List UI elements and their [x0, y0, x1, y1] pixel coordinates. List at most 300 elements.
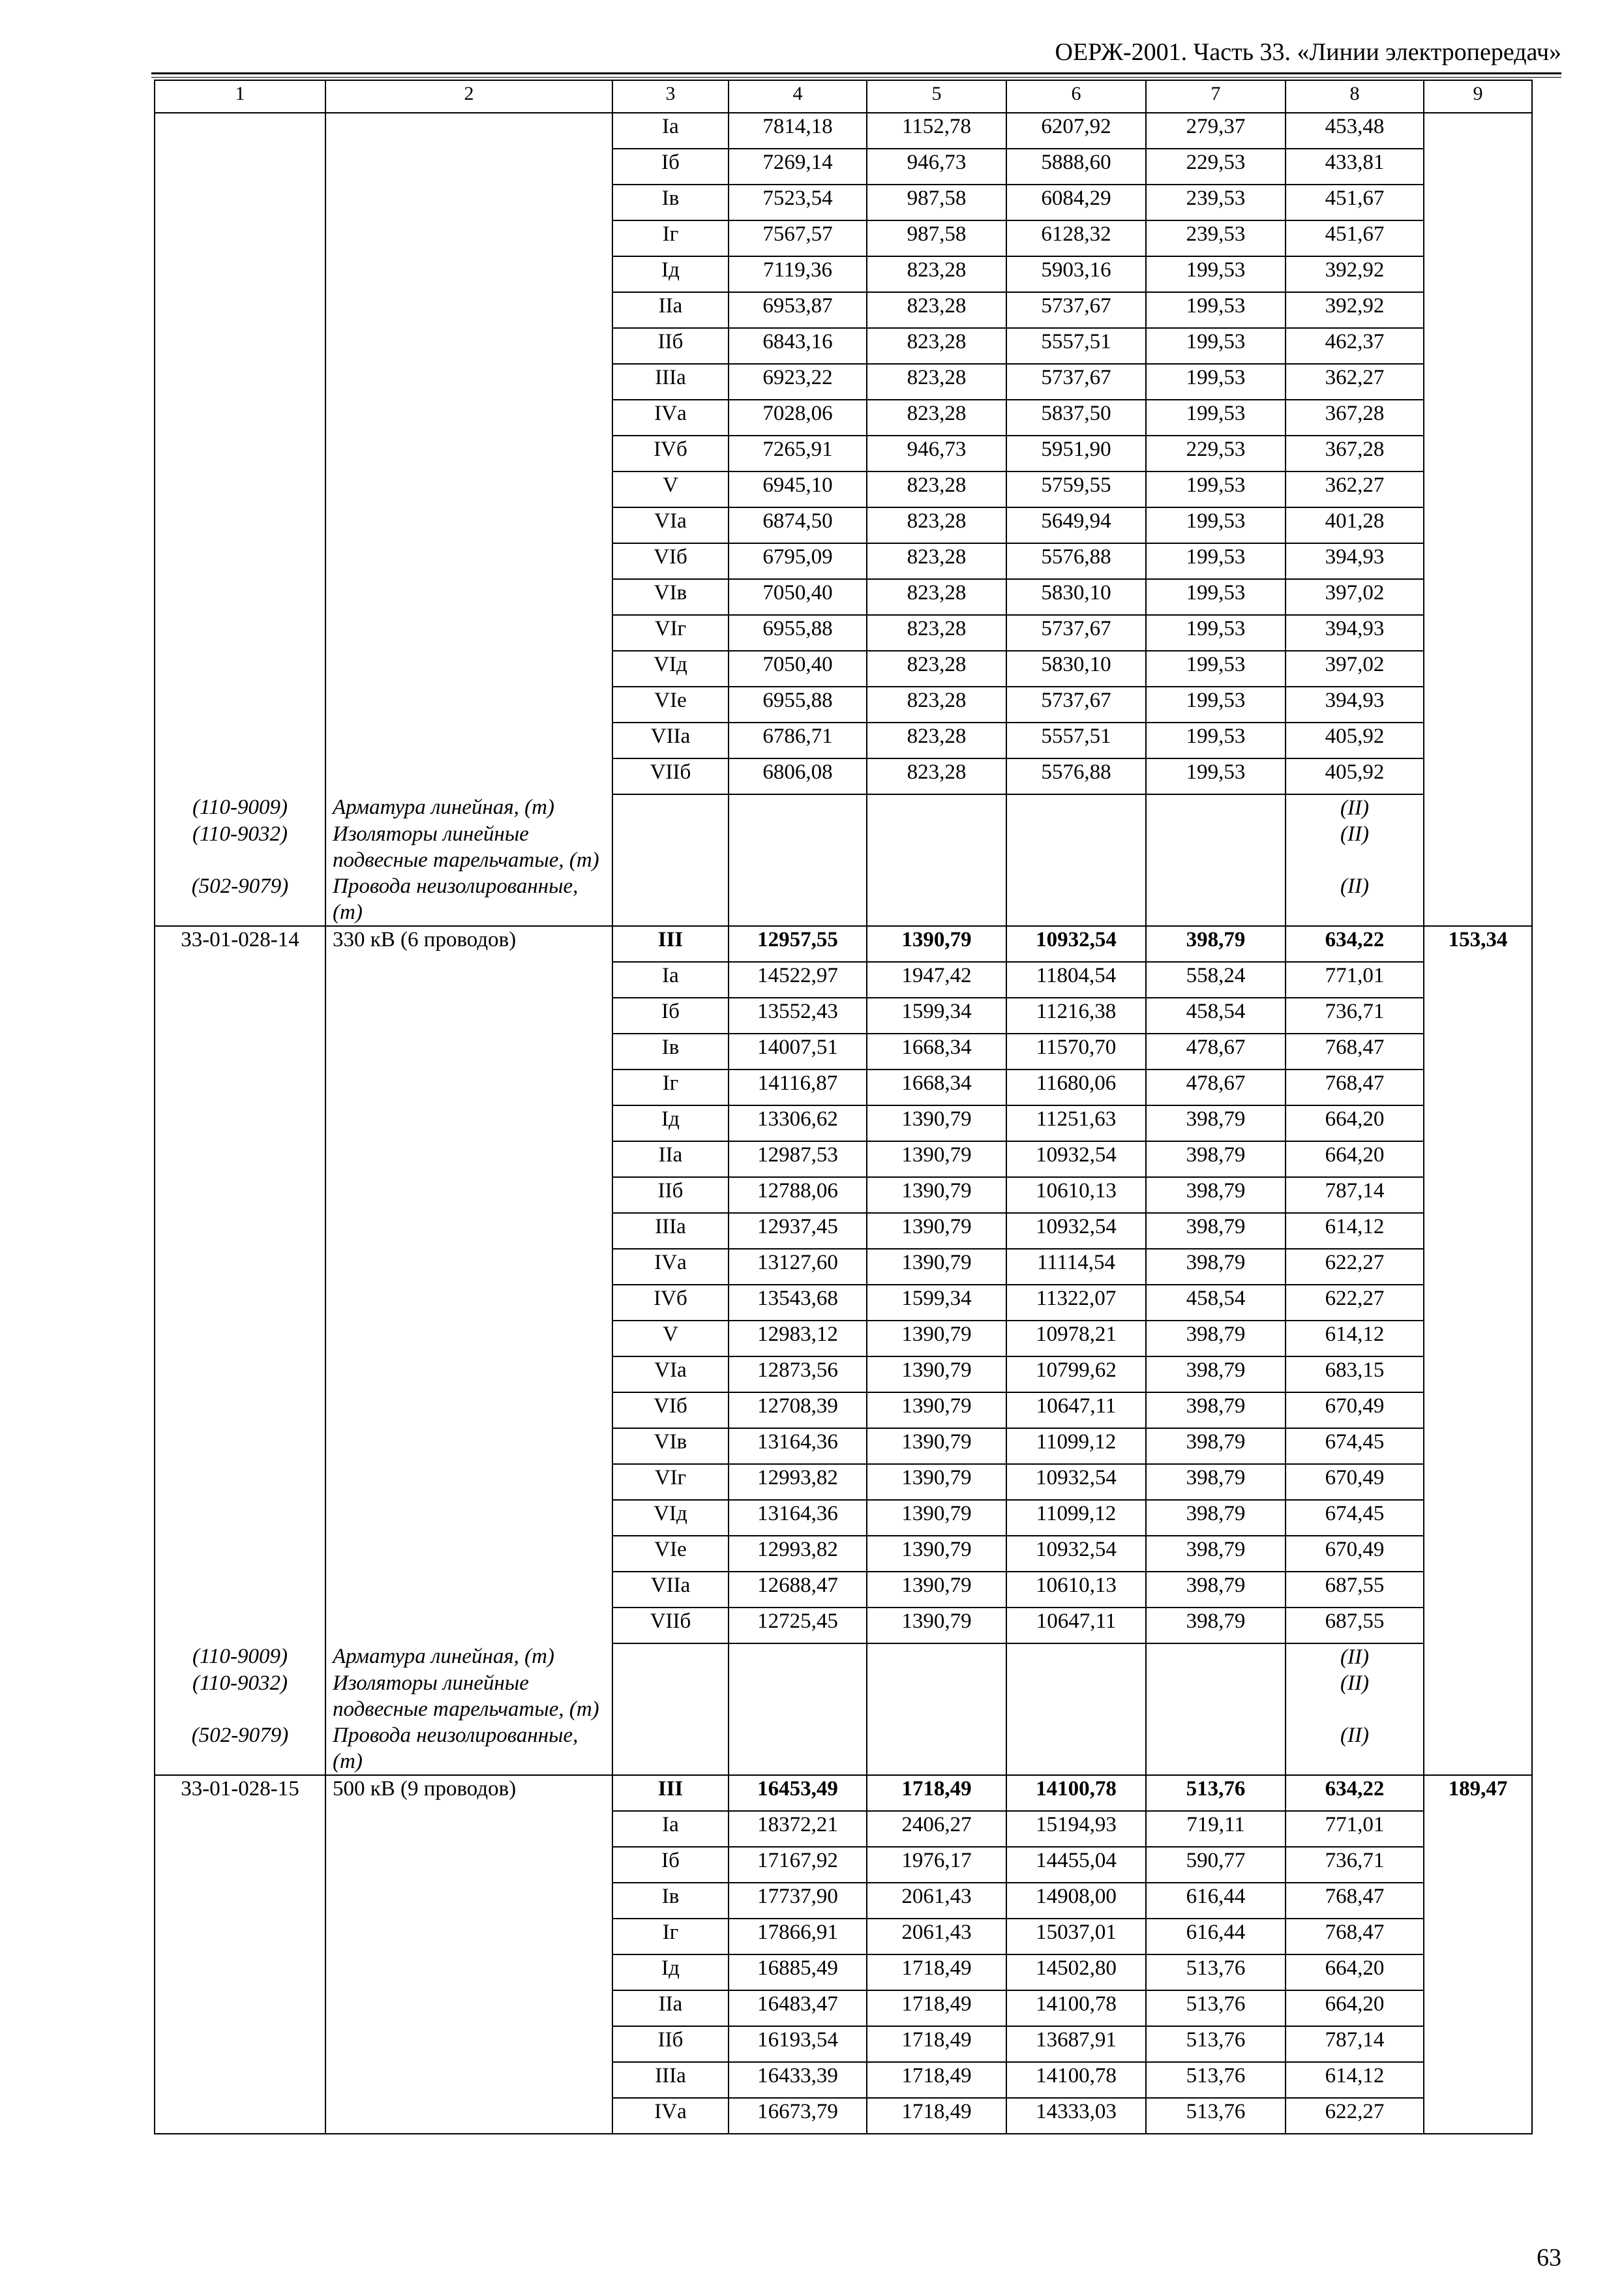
table-body — [155, 113, 1532, 2134]
value-cell: 1718,49 — [867, 1990, 1006, 2026]
value-cell: 687,55 — [1286, 1572, 1424, 1608]
value-cell: 16453,49 — [729, 1775, 867, 1811]
value-cell: 16433,39 — [729, 2062, 867, 2098]
value-cell: 7567,57 — [729, 220, 867, 256]
value-cell: 17167,92 — [729, 1847, 867, 1883]
value-cell: 398,79 — [1146, 1500, 1286, 1536]
value-cell: 1390,79 — [867, 1249, 1006, 1285]
value-cell: 6955,88 — [729, 615, 867, 651]
empty-cell — [1146, 794, 1286, 821]
empty-cell — [1006, 794, 1146, 821]
value-cell: 199,53 — [1146, 507, 1286, 543]
value-cell: 362,27 — [1286, 471, 1424, 507]
value-cell: 199,53 — [1146, 579, 1286, 615]
zone-cell: VIб — [612, 543, 729, 579]
value-cell: 398,79 — [1146, 1392, 1286, 1428]
value-cell: 6923,22 — [729, 364, 867, 400]
zone-cell: Iв — [612, 1883, 729, 1919]
value-cell: 687,55 — [1286, 1608, 1424, 1643]
zone-cell: VIв — [612, 1428, 729, 1464]
value-cell: 622,27 — [1286, 1285, 1424, 1321]
empty-cell — [612, 1722, 729, 1775]
empty-cell — [612, 873, 729, 926]
value-cell: 513,76 — [1146, 2062, 1286, 2098]
value-cell: 7050,40 — [729, 651, 867, 687]
value-cell: 6874,50 — [729, 507, 867, 543]
value-cell: 6128,32 — [1006, 220, 1146, 256]
value-cell: 367,28 — [1286, 436, 1424, 471]
material-name: Арматура линейная, (т) — [325, 1643, 612, 1670]
empty-cell — [867, 1670, 1006, 1722]
value-cell: 199,53 — [1146, 400, 1286, 436]
value-cell: 14333,03 — [1006, 2098, 1146, 2134]
value-cell: 397,02 — [1286, 651, 1424, 687]
zone-cell: VIе — [612, 687, 729, 723]
value-cell: 12957,55 — [729, 926, 867, 962]
column-header: 7 — [1146, 80, 1286, 113]
value-cell: 199,53 — [1146, 615, 1286, 651]
value-cell: 362,27 — [1286, 364, 1424, 400]
value-cell: 6795,09 — [729, 543, 867, 579]
value-cell: 398,79 — [1146, 1177, 1286, 1213]
material-code: (502-9079) — [155, 1722, 325, 1775]
value-cell: 13543,68 — [729, 1285, 867, 1321]
zone-cell: Iв — [612, 185, 729, 220]
value-cell: 5737,67 — [1006, 364, 1146, 400]
value-cell: 398,79 — [1146, 1105, 1286, 1141]
value-cell: 12993,82 — [729, 1536, 867, 1572]
value-cell: 199,53 — [1146, 328, 1286, 364]
value-cell: 5737,67 — [1006, 292, 1146, 328]
value-cell: 12993,82 — [729, 1464, 867, 1500]
value-cell: 14100,78 — [1006, 1990, 1146, 2026]
zone-cell: VIIб — [612, 758, 729, 794]
value-cell: 199,53 — [1146, 292, 1286, 328]
value-cell: 11099,12 — [1006, 1500, 1146, 1536]
value-cell: 5557,51 — [1006, 328, 1146, 364]
material-note-row — [155, 821, 1532, 873]
zone-cell: VIд — [612, 1500, 729, 1536]
column-header: 8 — [1286, 80, 1424, 113]
value-cell: 12688,47 — [729, 1572, 867, 1608]
value-cell: 614,12 — [1286, 2062, 1424, 2098]
value-cell: 736,71 — [1286, 998, 1424, 1034]
value-cell: 11114,54 — [1006, 1249, 1146, 1285]
zone-cell: IVб — [612, 436, 729, 471]
zone-cell: III — [612, 926, 729, 962]
value-cell: 10647,11 — [1006, 1392, 1146, 1428]
value-cell: 614,12 — [1286, 1213, 1424, 1249]
value-cell: 458,54 — [1146, 998, 1286, 1034]
value-cell: 13306,62 — [729, 1105, 867, 1141]
value-cell: 1390,79 — [867, 1177, 1006, 1213]
value-cell: 199,53 — [1146, 543, 1286, 579]
value-cell: 11251,63 — [1006, 1105, 1146, 1141]
value-cell: 398,79 — [1146, 1321, 1286, 1356]
zone-cell: IIа — [612, 292, 729, 328]
value-cell: 5830,10 — [1006, 651, 1146, 687]
value-cell: 451,67 — [1286, 220, 1424, 256]
value-cell: 719,11 — [1146, 1811, 1286, 1847]
value-cell: 392,92 — [1286, 256, 1424, 292]
value-cell: 5759,55 — [1006, 471, 1146, 507]
total-cell: 153,34 — [1424, 926, 1532, 1775]
value-cell: 513,76 — [1146, 2098, 1286, 2134]
value-cell: 229,53 — [1146, 149, 1286, 185]
value-cell: 664,20 — [1286, 1141, 1424, 1177]
page-header-title: ОЕРЖ-2001. Часть 33. «Линии электропередач» — [1055, 38, 1561, 66]
value-cell: 5557,51 — [1006, 723, 1146, 758]
value-cell: 15194,93 — [1006, 1811, 1146, 1847]
zone-cell: VIIа — [612, 1572, 729, 1608]
value-cell: 199,53 — [1146, 758, 1286, 794]
value-cell: 392,92 — [1286, 292, 1424, 328]
empty-cell — [1006, 873, 1146, 926]
zone-cell: VIIб — [612, 1608, 729, 1643]
zone-cell: Iа — [612, 962, 729, 998]
value-cell: 199,53 — [1146, 651, 1286, 687]
material-name: Изоляторы линейные подвесные тарельчатые, (т) — [325, 1670, 612, 1722]
empty-cell — [612, 794, 729, 821]
value-cell: 11570,70 — [1006, 1034, 1146, 1070]
value-cell: 398,79 — [1146, 1464, 1286, 1500]
value-cell: 17737,90 — [729, 1883, 867, 1919]
value-cell: 398,79 — [1146, 1608, 1286, 1643]
empty-cell — [612, 1670, 729, 1722]
material-code: (110-9032) — [155, 821, 325, 873]
value-cell: 5649,94 — [1006, 507, 1146, 543]
zone-cell: Iа — [612, 113, 729, 149]
value-cell: 12725,45 — [729, 1608, 867, 1643]
value-cell: 11099,12 — [1006, 1428, 1146, 1464]
value-cell: 14455,04 — [1006, 1847, 1146, 1883]
value-cell: 823,28 — [867, 400, 1006, 436]
value-cell: 1390,79 — [867, 926, 1006, 962]
zone-cell: VIа — [612, 507, 729, 543]
value-cell: 229,53 — [1146, 436, 1286, 471]
zone-cell: IIIа — [612, 2062, 729, 2098]
column-number-row — [155, 80, 1532, 113]
material-mark: (II) — [1286, 1670, 1424, 1722]
value-cell: 394,93 — [1286, 615, 1424, 651]
value-cell: 5888,60 — [1006, 149, 1146, 185]
zone-cell: Iд — [612, 1105, 729, 1141]
value-cell: 1390,79 — [867, 1392, 1006, 1428]
zone-cell: IIб — [612, 2026, 729, 2062]
value-cell: 674,45 — [1286, 1428, 1424, 1464]
zone-cell: VIа — [612, 1356, 729, 1392]
value-cell: 478,67 — [1146, 1070, 1286, 1105]
value-cell: 787,14 — [1286, 1177, 1424, 1213]
value-cell: 946,73 — [867, 436, 1006, 471]
value-cell: 12873,56 — [729, 1356, 867, 1392]
zone-cell: Iд — [612, 1954, 729, 1990]
empty-cell — [867, 821, 1006, 873]
value-cell: 622,27 — [1286, 2098, 1424, 2134]
empty-cell — [867, 873, 1006, 926]
value-cell: 6786,71 — [729, 723, 867, 758]
material-name: Изоляторы линейные подвесные тарельчатые, (т) — [325, 821, 612, 873]
zone-cell: Iг — [612, 1919, 729, 1954]
value-cell: 1390,79 — [867, 1536, 1006, 1572]
value-cell: 199,53 — [1146, 723, 1286, 758]
value-cell: 1668,34 — [867, 1070, 1006, 1105]
value-cell: 823,28 — [867, 651, 1006, 687]
column-header: 4 — [729, 80, 867, 113]
zone-cell: Iг — [612, 220, 729, 256]
value-cell: 614,12 — [1286, 1321, 1424, 1356]
value-cell: 199,53 — [1146, 364, 1286, 400]
material-mark: (II) — [1286, 1722, 1424, 1775]
zone-cell: Iв — [612, 1034, 729, 1070]
value-cell: 1718,49 — [867, 1775, 1006, 1811]
empty-cell — [729, 821, 867, 873]
value-cell: 513,76 — [1146, 1990, 1286, 2026]
value-cell: 13164,36 — [729, 1428, 867, 1464]
value-cell: 10932,54 — [1006, 926, 1146, 962]
material-note-row — [155, 1670, 1532, 1722]
value-cell: 367,28 — [1286, 400, 1424, 436]
value-cell: 10978,21 — [1006, 1321, 1146, 1356]
value-cell: 7814,18 — [729, 113, 867, 149]
zone-cell: IVа — [612, 400, 729, 436]
value-cell: 664,20 — [1286, 1990, 1424, 2026]
value-cell: 1390,79 — [867, 1213, 1006, 1249]
value-cell: 12708,39 — [729, 1392, 867, 1428]
value-cell: 946,73 — [867, 149, 1006, 185]
value-cell: 398,79 — [1146, 1428, 1286, 1464]
zone-cell: IIб — [612, 1177, 729, 1213]
zone-cell: Iд — [612, 256, 729, 292]
value-cell: 823,28 — [867, 256, 1006, 292]
value-cell: 1599,34 — [867, 998, 1006, 1034]
value-cell: 1718,49 — [867, 2098, 1006, 2134]
value-cell: 397,02 — [1286, 579, 1424, 615]
material-name: Провода неизолированные, (т) — [325, 873, 612, 926]
rates-table-container — [154, 80, 1531, 2134]
value-cell: 11216,38 — [1006, 998, 1146, 1034]
value-cell: 1718,49 — [867, 2062, 1006, 2098]
value-cell: 10647,11 — [1006, 1608, 1146, 1643]
header-rule-thin — [151, 77, 1561, 78]
material-code: (502-9079) — [155, 873, 325, 926]
value-cell: 2406,27 — [867, 1811, 1006, 1847]
value-cell: 462,37 — [1286, 328, 1424, 364]
value-cell: 768,47 — [1286, 1919, 1424, 1954]
zone-cell: Iб — [612, 1847, 729, 1883]
value-cell: 6806,08 — [729, 758, 867, 794]
value-cell: 1390,79 — [867, 1428, 1006, 1464]
value-cell: 670,49 — [1286, 1392, 1424, 1428]
value-cell: 1390,79 — [867, 1500, 1006, 1536]
value-cell: 1390,79 — [867, 1105, 1006, 1141]
value-cell: 1390,79 — [867, 1141, 1006, 1177]
value-cell: 14502,80 — [1006, 1954, 1146, 1990]
value-cell: 451,67 — [1286, 185, 1424, 220]
zone-cell: V — [612, 471, 729, 507]
value-cell: 823,28 — [867, 471, 1006, 507]
column-header: 9 — [1424, 80, 1532, 113]
empty-cell — [1006, 1722, 1146, 1775]
value-cell: 1390,79 — [867, 1464, 1006, 1500]
value-cell: 7265,91 — [729, 436, 867, 471]
value-cell: 1390,79 — [867, 1321, 1006, 1356]
value-cell: 398,79 — [1146, 1572, 1286, 1608]
zone-cell: Iб — [612, 998, 729, 1034]
value-cell: 5576,88 — [1006, 758, 1146, 794]
rate-code-cell: 33-01-028-14 — [155, 926, 325, 1643]
value-cell: 2061,43 — [867, 1919, 1006, 1954]
value-cell: 1718,49 — [867, 1954, 1006, 1990]
value-cell: 279,37 — [1146, 113, 1286, 149]
value-cell: 664,20 — [1286, 1105, 1424, 1141]
value-cell: 771,01 — [1286, 962, 1424, 998]
value-cell: 1668,34 — [867, 1034, 1006, 1070]
value-cell: 768,47 — [1286, 1883, 1424, 1919]
value-cell: 823,28 — [867, 687, 1006, 723]
material-name: Арматура линейная, (т) — [325, 794, 612, 821]
value-cell: 5903,16 — [1006, 256, 1146, 292]
value-cell: 478,67 — [1146, 1034, 1286, 1070]
empty-cell — [867, 794, 1006, 821]
value-cell: 670,49 — [1286, 1536, 1424, 1572]
value-cell: 1599,34 — [867, 1285, 1006, 1321]
material-mark: (II) — [1286, 794, 1424, 821]
zone-cell: VIе — [612, 1536, 729, 1572]
empty-cell — [612, 1643, 729, 1670]
value-cell: 199,53 — [1146, 471, 1286, 507]
value-cell: 239,53 — [1146, 220, 1286, 256]
value-cell: 13127,60 — [729, 1249, 867, 1285]
value-cell: 823,28 — [867, 292, 1006, 328]
value-cell: 405,92 — [1286, 758, 1424, 794]
value-cell: 16885,49 — [729, 1954, 867, 1990]
value-cell: 987,58 — [867, 220, 1006, 256]
value-cell: 1718,49 — [867, 2026, 1006, 2062]
value-cell: 5830,10 — [1006, 579, 1146, 615]
value-cell: 11680,06 — [1006, 1070, 1146, 1105]
zone-cell: IIб — [612, 328, 729, 364]
value-cell: 771,01 — [1286, 1811, 1424, 1847]
value-cell: 10932,54 — [1006, 1536, 1146, 1572]
value-cell: 823,28 — [867, 507, 1006, 543]
value-cell: 398,79 — [1146, 1356, 1286, 1392]
value-cell: 12788,06 — [729, 1177, 867, 1213]
zone-cell: V — [612, 1321, 729, 1356]
value-cell: 823,28 — [867, 615, 1006, 651]
value-cell: 616,44 — [1146, 1883, 1286, 1919]
table-row — [155, 113, 1532, 149]
table-row — [155, 926, 1532, 962]
value-cell: 1390,79 — [867, 1572, 1006, 1608]
zone-cell: Iб — [612, 149, 729, 185]
column-header: 6 — [1006, 80, 1146, 113]
value-cell: 6084,29 — [1006, 185, 1146, 220]
zone-cell: IIа — [612, 1990, 729, 2026]
value-cell: 6955,88 — [729, 687, 867, 723]
value-cell: 674,45 — [1286, 1500, 1424, 1536]
empty-cell — [867, 1722, 1006, 1775]
value-cell: 7119,36 — [729, 256, 867, 292]
value-cell: 405,92 — [1286, 723, 1424, 758]
rate-name-cell — [325, 113, 612, 794]
material-mark: (II) — [1286, 873, 1424, 926]
value-cell: 394,93 — [1286, 687, 1424, 723]
column-header: 5 — [867, 80, 1006, 113]
material-note-row — [155, 1643, 1532, 1670]
value-cell: 823,28 — [867, 328, 1006, 364]
value-cell: 17866,91 — [729, 1919, 867, 1954]
value-cell: 394,93 — [1286, 543, 1424, 579]
value-cell: 823,28 — [867, 758, 1006, 794]
empty-cell — [1146, 1643, 1286, 1670]
zone-cell: VIIа — [612, 723, 729, 758]
value-cell: 10932,54 — [1006, 1141, 1146, 1177]
column-header: 1 — [155, 80, 325, 113]
value-cell: 736,71 — [1286, 1847, 1424, 1883]
empty-cell — [867, 1643, 1006, 1670]
value-cell: 18372,21 — [729, 1811, 867, 1847]
empty-cell — [1146, 1722, 1286, 1775]
empty-cell — [729, 873, 867, 926]
value-cell: 15037,01 — [1006, 1919, 1146, 1954]
value-cell: 458,54 — [1146, 1285, 1286, 1321]
value-cell: 12987,53 — [729, 1141, 867, 1177]
value-cell: 670,49 — [1286, 1464, 1424, 1500]
value-cell: 13552,43 — [729, 998, 867, 1034]
value-cell: 239,53 — [1146, 185, 1286, 220]
value-cell: 1947,42 — [867, 962, 1006, 998]
material-note-row — [155, 1722, 1532, 1775]
zone-cell: IIIа — [612, 1213, 729, 1249]
value-cell: 6207,92 — [1006, 113, 1146, 149]
value-cell: 823,28 — [867, 579, 1006, 615]
value-cell: 10932,54 — [1006, 1213, 1146, 1249]
value-cell: 5737,67 — [1006, 615, 1146, 651]
zone-cell: IVб — [612, 1285, 729, 1321]
material-mark: (II) — [1286, 1643, 1424, 1670]
value-cell: 513,76 — [1146, 1954, 1286, 1990]
value-cell: 5837,50 — [1006, 400, 1146, 436]
value-cell: 14522,97 — [729, 962, 867, 998]
value-cell: 199,53 — [1146, 687, 1286, 723]
value-cell: 7523,54 — [729, 185, 867, 220]
zone-cell: IIIа — [612, 364, 729, 400]
value-cell: 6953,87 — [729, 292, 867, 328]
value-cell: 10610,13 — [1006, 1572, 1146, 1608]
value-cell: 634,22 — [1286, 1775, 1424, 1811]
value-cell: 513,76 — [1146, 2026, 1286, 2062]
material-code: (110-9032) — [155, 1670, 325, 1722]
material-name: Провода неизолированные, (т) — [325, 1722, 612, 1775]
value-cell: 768,47 — [1286, 1034, 1424, 1070]
column-header: 3 — [612, 80, 729, 113]
zone-cell: IVа — [612, 1249, 729, 1285]
value-cell: 1152,78 — [867, 113, 1006, 149]
value-cell: 1390,79 — [867, 1356, 1006, 1392]
zone-cell: IVа — [612, 2098, 729, 2134]
value-cell: 987,58 — [867, 185, 1006, 220]
value-cell: 398,79 — [1146, 926, 1286, 962]
page-number: 63 — [1537, 2244, 1561, 2271]
value-cell: 634,22 — [1286, 926, 1424, 962]
total-cell: 189,47 — [1424, 1775, 1532, 2134]
value-cell: 12937,45 — [729, 1213, 867, 1249]
rate-code-cell: 33-01-028-15 — [155, 1775, 325, 2134]
value-cell: 199,53 — [1146, 256, 1286, 292]
value-cell: 1976,17 — [867, 1847, 1006, 1883]
value-cell: 2061,43 — [867, 1883, 1006, 1919]
